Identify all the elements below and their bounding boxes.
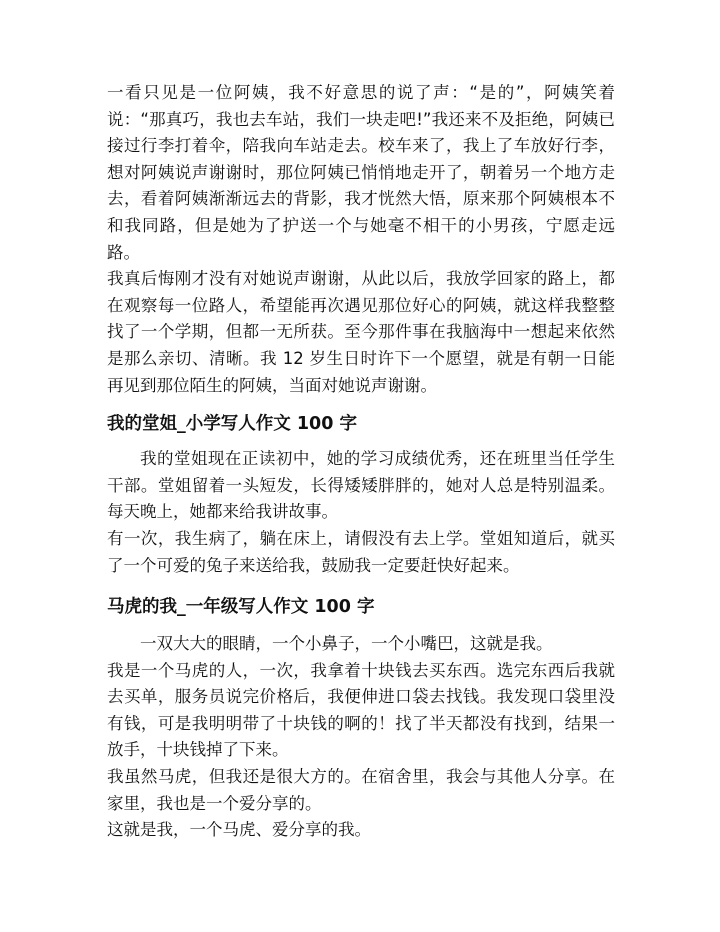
section-title: 马虎的我_一年级写人作文 100 字 <box>107 597 375 618</box>
paragraph: 这就是我，一个马虎、爱分享的我。 <box>107 820 371 840</box>
section-title: 我的堂姐_小学写人作文 100 字 <box>107 414 357 435</box>
paragraph: 我是一个马虎的人，一次，我拿着十块钱去买东西。选完东西后我就去买单，服务员说完价格后，我便伸进口袋去找钱。我发现口袋里没有钱，可是我明明带了十块钱的啊的！找了半天都没有找到，结果一放手，十块钱掉了下来。 <box>107 660 615 760</box>
paragraph: 一看只见是一位阿姨，我不好意思的说了声：“是的”，阿姨笑着说：“那真巧，我也去车站，我们一块走吧!”我还来不及拒绝，阿姨已接过行李打着伞，陪我向车站走去。校车来了，我上了车放好行李，想对阿姨说声谢谢时，那位阿姨已悄悄地走开了，朝着另一个地方走去，看着阿姨渐渐远去的背影，我才恍然大悟，原来那个阿姨根本不和我同路，但是她为了护送一个与她毫不相干的小男孩，宁愿走远路。 <box>107 83 615 262</box>
paragraph: 一双大大的眼睛，一个小鼻子，一个小嘴巴，这就是我。 <box>140 634 553 654</box>
paragraph: 我虽然马虎，但我还是很大方的。在宿舍里，我会与其他人分享。在家里，我也是一个爱分享的。 <box>107 767 615 813</box>
paragraph: 我真后悔刚才没有对她说声谢谢，从此以后，我放学回家的路上，都在观察每一位路人，希望能再次遇见那位好心的阿姨，就这样我整整找了一个学期，但都一无所获。至今那件事在我脑海中一想起来依然是那么亲切、清晰。我 12 岁生日时许下一个愿望，就是有朝一日能再见到那位陌生的阿姨，当面对她说声谢谢。 <box>107 269 615 395</box>
document-page <box>107 80 615 844</box>
paragraph: 有一次，我生病了，躺在床上，请假没有去上学。堂姐知道后，就买了一个可爱的兔子来送给我，鼓励我一定要赶快好起来。 <box>107 528 615 575</box>
paragraph: 我的堂姐现在正读初中，她的学习成绩优秀，还在班里当任学生干部。堂姐留着一头短发，长得矮矮胖胖的，她对人总是特别温柔。每天晚上，她都来给我讲故事。 <box>107 449 615 522</box>
